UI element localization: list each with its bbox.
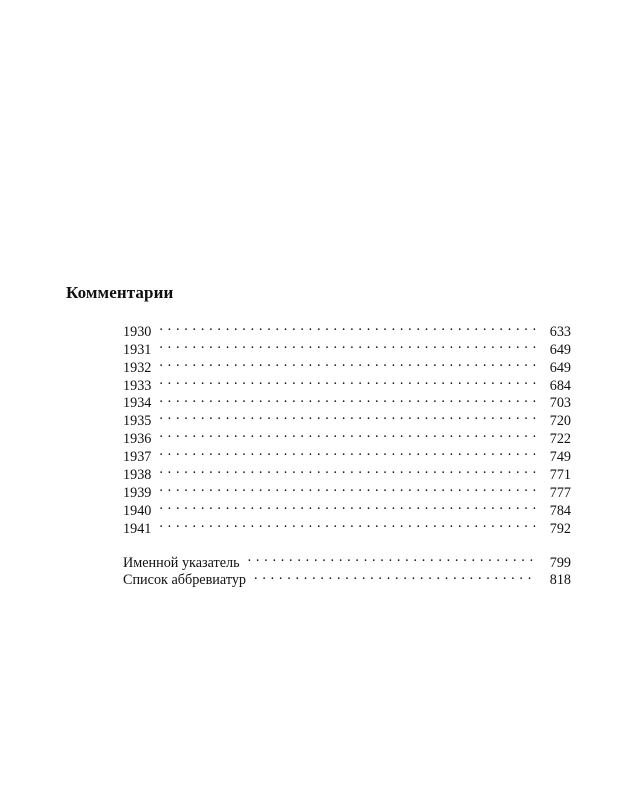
section-title: Комментарии (66, 283, 174, 302)
dot-leader (159, 497, 537, 515)
toc-entry-label: 1931 (123, 341, 152, 358)
dot-leader (159, 372, 537, 390)
dot-leader (159, 479, 537, 497)
toc-entry-year (123, 461, 571, 484)
dot-leader (159, 515, 537, 533)
dot-leader (254, 567, 537, 585)
toc-entry-label: 1933 (123, 377, 152, 394)
toc-entry-page: 649 (549, 341, 571, 358)
dot-leader (159, 425, 537, 443)
toc-spacer (123, 533, 571, 549)
toc-entry-page: 799 (549, 554, 571, 571)
toc-entry-year (123, 318, 571, 340)
toc-entry-page: 777 (549, 484, 571, 501)
toc-entry-year (123, 354, 571, 376)
table-of-contents (123, 318, 571, 589)
toc-entry-label: 1937 (123, 449, 152, 466)
toc-entry-page: 703 (549, 395, 571, 412)
toc-entry-year (123, 479, 571, 501)
toc-entry-year (123, 372, 571, 394)
toc-entry-page: 792 (549, 520, 571, 537)
toc-entry-year (123, 515, 571, 537)
dot-leader (159, 461, 537, 479)
toc-entry-year (123, 407, 571, 430)
dot-leader (159, 336, 537, 354)
dot-leader (159, 443, 537, 461)
toc-entry-label: 1934 (123, 395, 152, 412)
toc-entry-label: 1935 (123, 413, 152, 430)
toc-entry-label: Список аббревиатур (123, 572, 247, 589)
toc-entry-page: 720 (549, 413, 571, 430)
toc-entry-page: 771 (549, 467, 571, 484)
toc-entry-appendix (123, 549, 571, 571)
toc-entry-page: 784 (549, 502, 571, 519)
dot-leader (248, 549, 537, 567)
toc-entry-year (123, 390, 571, 412)
toc-entry-page: 649 (549, 359, 571, 376)
toc-entry-page: 684 (549, 377, 571, 394)
dot-leader (159, 318, 537, 336)
dot-leader (159, 407, 537, 425)
toc-entry-year (123, 443, 571, 466)
toc-entry-year (123, 425, 571, 448)
toc-entry-label: 1932 (123, 359, 152, 376)
toc-entry-page: 818 (549, 572, 571, 589)
toc-entry-label: Именной указатель (123, 554, 240, 571)
toc-entry-page: 633 (549, 323, 571, 340)
toc-entry-label: 1941 (123, 520, 152, 537)
toc-entry-page: 722 (549, 431, 571, 448)
toc-entry-label: 1930 (123, 323, 152, 340)
dot-leader (159, 354, 537, 372)
dot-leader (159, 390, 537, 408)
toc-entry-label: 1940 (123, 502, 152, 519)
toc-entry-page: 749 (549, 449, 571, 466)
toc-entry-label: 1939 (123, 484, 152, 501)
toc-entry-label: 1936 (123, 431, 152, 448)
toc-entry-year (123, 336, 571, 358)
toc-entry-year (123, 497, 571, 519)
toc-entry-label: 1938 (123, 467, 152, 484)
